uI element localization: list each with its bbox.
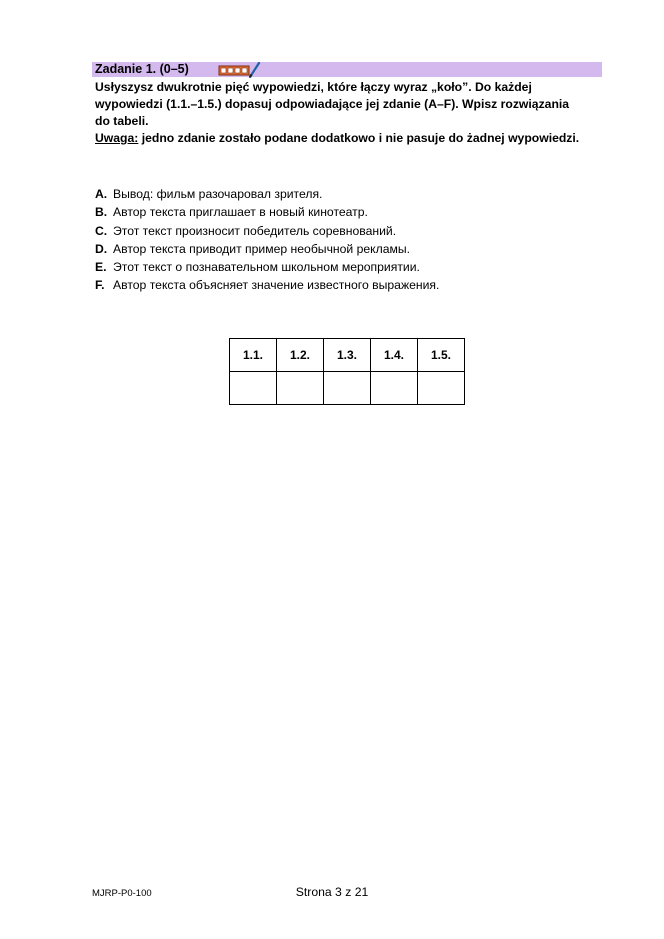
instruction-line: Usłyszysz dwukrotnie pięć wypowiedzi, które łączy wyraz „koło”. Do każdej (95, 80, 532, 94)
instruction-line: do tabeli. (95, 114, 149, 128)
answer-table (229, 338, 465, 405)
note-text: jedno zdanie zostało podane dodatkowo i nie pasuje do żadnej wypowiedzi. (138, 131, 580, 145)
answer-table-input-row (230, 372, 465, 405)
option-text: Автор текста приглашает в новый кинотеатр. (113, 205, 368, 220)
option-letter: F. (95, 278, 105, 293)
answer-table-header: 1.4. (371, 339, 418, 372)
option-item (95, 240, 600, 258)
option-item (95, 258, 600, 276)
option-item (95, 203, 600, 221)
answer-cell[interactable] (418, 372, 465, 405)
option-letter: E. (95, 260, 107, 275)
answer-table-header: 1.3. (324, 339, 371, 372)
footer-page-number: Strona 3 z 21 (295, 885, 369, 899)
option-text: Автор текста приводит пример необычной рекламы. (113, 241, 411, 256)
option-text: Этот текст произносит победитель соревнований. (113, 223, 397, 238)
footer-exam-code: MJRP-P0-100 (92, 888, 152, 899)
answer-cell[interactable] (277, 372, 324, 405)
answer-table-header: 1.1. (230, 339, 277, 372)
option-item (95, 185, 600, 203)
note-label: Uwaga: (95, 131, 139, 145)
task-instructions (95, 79, 600, 147)
option-text: Автор текста объясняет значение известного выражения. (113, 278, 440, 293)
answer-table-header: 1.2. (277, 339, 324, 372)
answer-cell[interactable] (230, 372, 277, 405)
task-header (92, 62, 602, 77)
answer-table-header-row (230, 339, 465, 372)
audio-pencil-icon (218, 62, 262, 80)
option-letter: A. (95, 187, 108, 201)
option-item (95, 276, 600, 294)
option-text: Этот текст о познавательном школьном мероприятии. (113, 260, 420, 275)
instruction-line: wypowiedzi (1.1.–1.5.) dopasuj odpowiadające jej zdanie (A–F). Wpisz rozwiązania (95, 97, 570, 111)
answer-options-list (95, 185, 600, 295)
instruction-note (95, 130, 600, 147)
option-text: Вывод: фильм разочаровал зрителя. (113, 187, 323, 201)
answer-cell[interactable] (371, 372, 418, 405)
option-item (95, 222, 600, 240)
option-letter: C. (95, 223, 108, 238)
task-title: Zadanie 1. (0–5) (95, 62, 189, 76)
option-letter: D. (95, 241, 108, 256)
answer-cell[interactable] (324, 372, 371, 405)
answer-table-header: 1.5. (418, 339, 465, 372)
option-letter: B. (95, 205, 108, 220)
